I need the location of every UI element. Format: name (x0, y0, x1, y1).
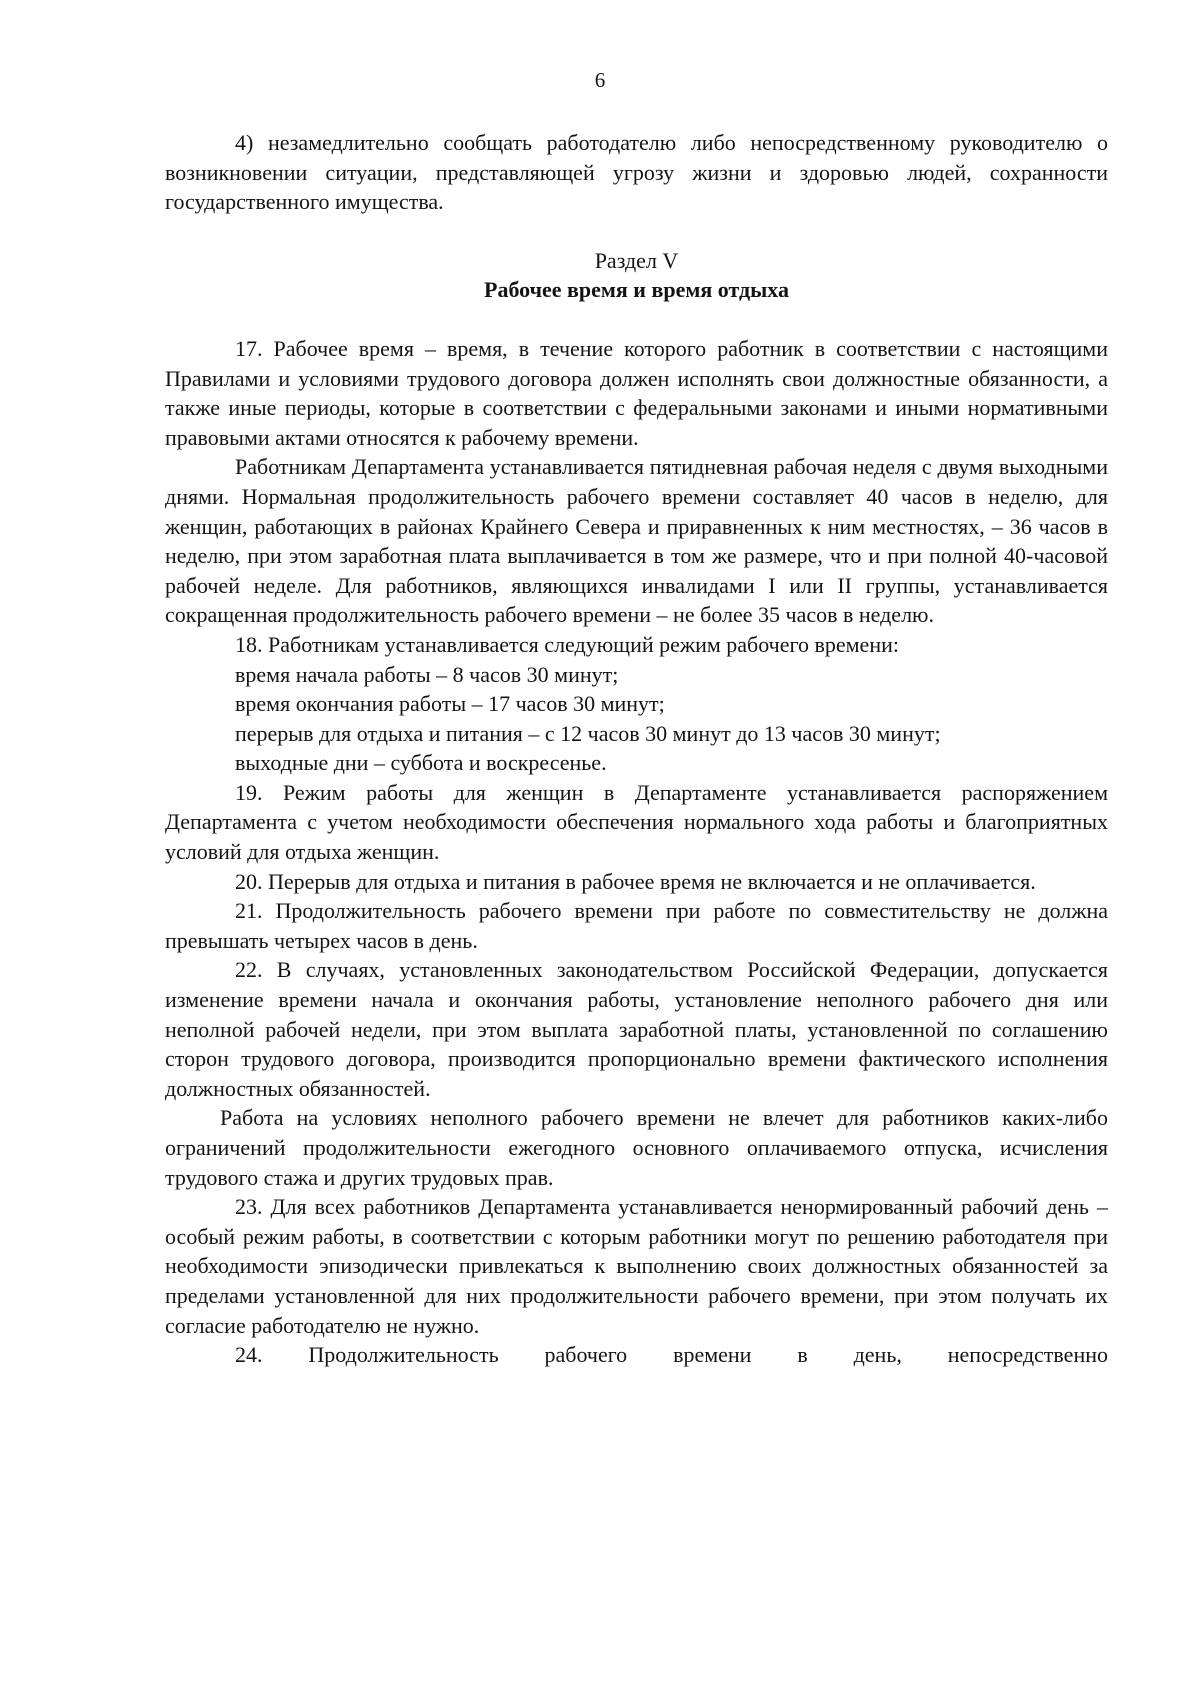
schedule-break: перерыв для отдыха и питания – с 12 часов 30 минут до 13 часов 30 минут; (235, 720, 941, 746)
schedule-days-off: выходные дни – суббота и воскресенье. (235, 750, 607, 776)
paragraph-21: 21. Продолжительность рабочего времени при работе по совместительству не должна превышать четырех часов в день. (165, 898, 1108, 953)
page-number: 6 (594, 68, 606, 92)
paragraph-intro: 4) незамедлительно сообщать работодателю либо непосредственному руководителю о возникновении ситуации, представляющей угрозу жизни и здоровью людей, сохранности государственного имущества. (165, 130, 1108, 215)
paragraph-24: 24. Продолжительность рабочего времени в день, непосредственно (235, 1342, 1108, 1368)
document-body (165, 128, 1108, 1370)
paragraph-17-continued: Работникам Департамента устанавливается пятидневная рабочая неделя с двумя выходными днями. Нормальная продолжительность рабочего времени составляет 40 часов в неделю, для женщин, работающих в районах Крайнего Севера и приравненных к ним местностях, – 36 часов в неделю, при этом заработная плата выплачивается в том же размере, что и при полной 40-часовой рабочей неделе. Для работников, являющихся инвалидами I или II группы, устанавливается сокращенная продолжительность рабочего времени – не более 35 часов в неделю. (165, 454, 1108, 628)
paragraph-22-continued: Работа на условиях неполного рабочего времени не влечет для работников каких-либо ограничений продолжительности ежегодного основного оплачиваемого отпуска, исчисления трудового стажа и других трудовых прав. (165, 1105, 1108, 1190)
paragraph-17: 17. Рабочее время – время, в течение которого работник в соответствии с настоящими Правилами и условиями трудового договора должен исполнять свои должностные обязанности, а также иные периоды, которые в соответствии с федеральными законами и иными нормативными правовыми актами относятся к рабочему времени. (165, 335, 1108, 450)
section-heading (165, 246, 1108, 305)
section-label: Раздел V (594, 247, 679, 273)
paragraph-18: 18. Работникам устанавливается следующий режим рабочего времени: (235, 631, 899, 657)
paragraph-20: 20. Перерыв для отдыха и питания в рабочее время не включается и не оплачивается. (235, 868, 1036, 894)
paragraph-22: 22. В случаях, установленных законодательством Российской Федерации, допускается изменение времени начала и окончания работы, установление неполного рабочего дня или неполной рабочей недели, при этом выплата заработной платы, установленной по соглашению сторон трудового договора, производится пропорционально времени фактического исполнения должностных обязанностей. (165, 957, 1108, 1101)
section-title: Рабочее время и время отдыха (484, 277, 789, 303)
paragraph-23: 23. Для всех работников Департамента устанавливается ненормированный рабочий день – особый режим работы, в соответствии с которым работники могут по решению работодателя при необходимости эпизодически привлекаться к выполнению своих должностных обязанностей за пределами установленной для них продолжительности рабочего времени, при этом получать их согласие работодателю не нужно. (165, 1194, 1108, 1338)
paragraph-19: 19. Режим работы для женщин в Департаменте устанавливается распоряжением Департамента с учетом необходимости обеспечения нормального хода работы и благоприятных условий для отдыха женщин. (165, 779, 1108, 865)
schedule-start-time: время начала работы – 8 часов 30 минут; (235, 661, 619, 687)
schedule-end-time: время окончания работы – 17 часов 30 минут; (235, 691, 665, 717)
